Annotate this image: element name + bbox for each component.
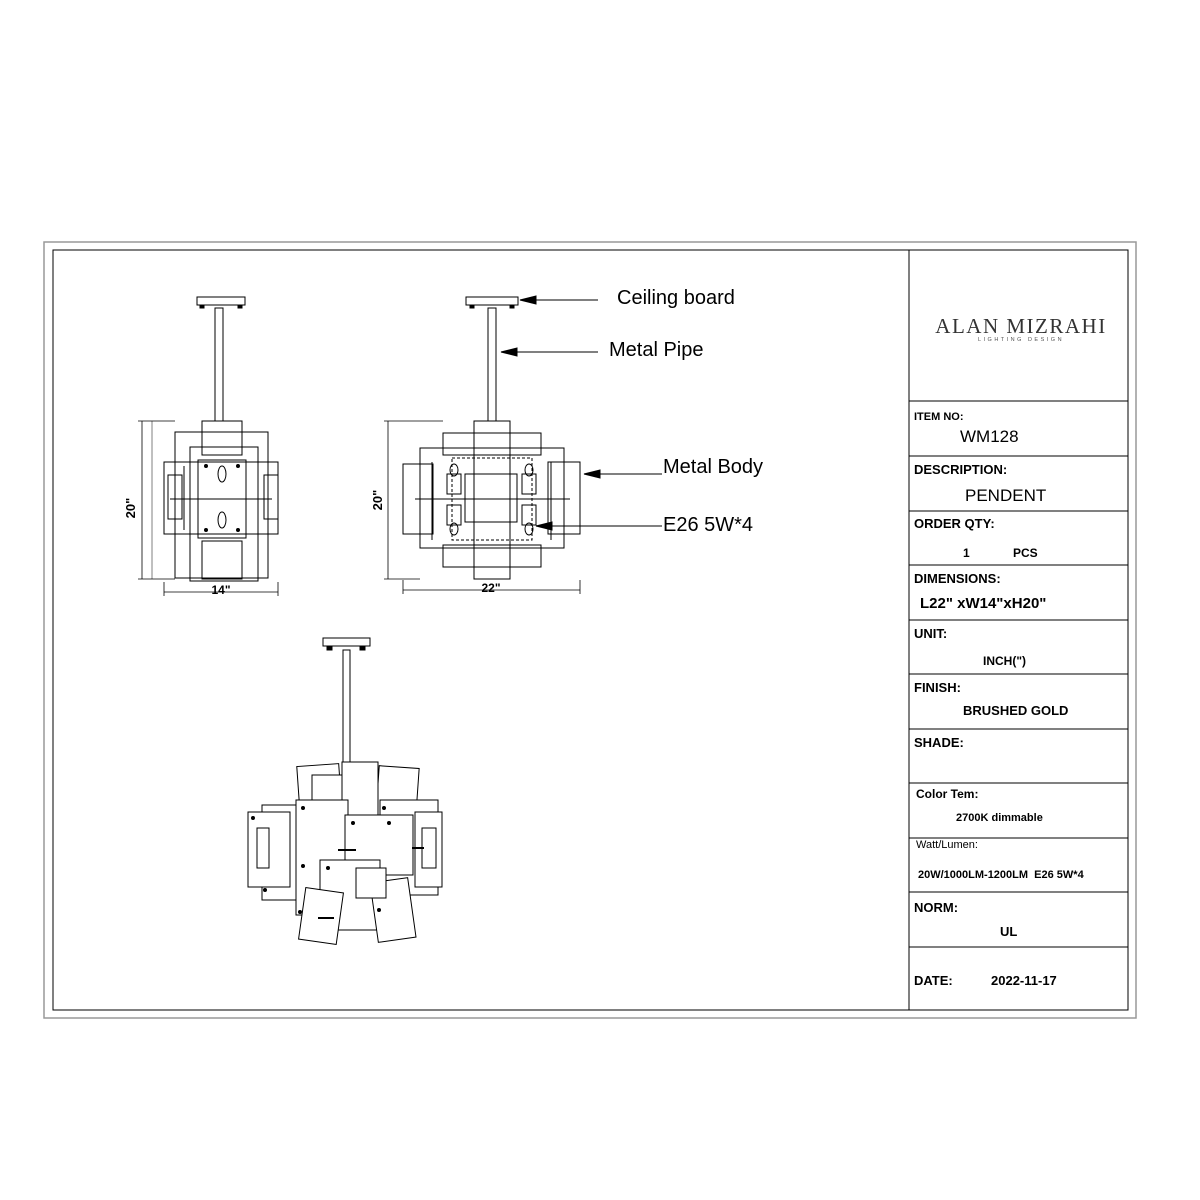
description-label: DESCRIPTION:	[914, 462, 1008, 477]
front-view	[164, 297, 278, 581]
description-value: PENDENT	[965, 486, 1047, 505]
dimensions-value: L22" xW14"xH20"	[920, 595, 1047, 612]
side-view	[403, 297, 580, 579]
callout-bulb: E26 5W*4	[663, 514, 754, 536]
date-value: 2022-11-17	[991, 973, 1057, 988]
inner-border	[53, 250, 1128, 1010]
shade-label: SHADE:	[914, 735, 964, 750]
side-height-label: 20"	[370, 489, 385, 511]
item-no-value: WM128	[960, 427, 1019, 446]
brand-tagline: LIGHTING DESIGN	[977, 337, 1065, 343]
callout-metal-pipe: Metal Pipe	[609, 339, 704, 361]
color-temp-label: Color Tem:	[916, 787, 979, 801]
watt-lumen-value: 20W/1000LM-1200LM E26 5W*4	[918, 869, 1084, 881]
order-qty-value: 1	[963, 546, 970, 560]
unit-value: INCH(")	[983, 654, 1027, 668]
date-label: DATE:	[914, 973, 953, 988]
callout-arrows	[501, 296, 662, 530]
brand-logo: ALAN MIZRAHI	[935, 314, 1107, 338]
norm-label: NORM:	[914, 900, 959, 915]
front-width-label: 14"	[211, 583, 231, 597]
item-no-label: ITEM NO:	[914, 411, 964, 423]
outer-border	[44, 242, 1136, 1018]
side-width-label: 22"	[481, 581, 501, 595]
callout-ceiling-board: Ceiling board	[617, 287, 735, 309]
color-temp-value: 2700K dimmable	[956, 812, 1043, 824]
order-qty-unit: PCS	[1013, 546, 1038, 560]
watt-lumen-label: Watt/Lumen:	[916, 839, 978, 851]
order-qty-label: ORDER QTY:	[914, 516, 995, 531]
title-block	[909, 401, 1128, 947]
callout-metal-body: Metal Body	[663, 456, 764, 478]
norm-value: UL	[1000, 924, 1018, 939]
finish-label: FINISH:	[914, 680, 961, 695]
front-height-label: 20"	[123, 497, 138, 519]
dimensions-label: DIMENSIONS:	[914, 571, 1001, 586]
perspective-view	[248, 638, 442, 944]
finish-value: BRUSHED GOLD	[963, 703, 1069, 718]
unit-label: UNIT:	[914, 626, 948, 641]
